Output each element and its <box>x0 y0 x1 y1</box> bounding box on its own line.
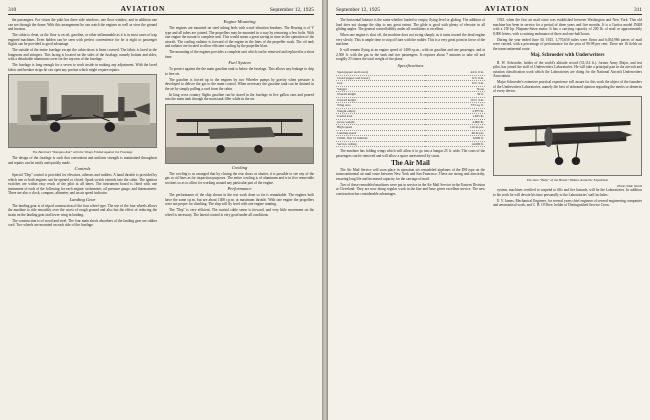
paragraph: The Air Mail Service will soon place in operation six remodeled airplanes of the DH type on the transcontinental air mail route between New York and San Francisco. These are strong and airworthy, ensuring long life and increased capacity for the carriage of mail. <box>336 167 485 181</box>
paragraph: Two of these remodeled machines were put in service in the Air Mail Service in the Eastern Division at Cleveland. They are now doing regular work in the line and have given excellent service. The new construction has considerable advantages. <box>336 182 485 196</box>
issue-date: September 12, 1925 <box>336 7 381 13</box>
magazine-title: AVIATION <box>120 4 166 13</box>
paragraph: E. V. James, Mechanical Engineer, for several years chief engineer of several engineering companies and aeronautical work, and C. B. O'Olive, holder of Distinguished Service Cross. <box>493 198 642 207</box>
paragraph: The performance of the ship shown in the test work done so far is remarkable. The engines both have the same r.p.m. but are about 1400 r.p.m. at maximum throttle. With one engine the propellers were not proper for climbing. The ship will fly level with one engine running. <box>165 193 314 206</box>
paragraph: The machine has folding wings which will allow it to go into a hangar 25 ft. wide. The costs of the passengers can be removed and will allow a space unrestricted by struts. <box>336 149 485 158</box>
paragraph: 1925, when the first air mail route was established between Washington and New York. This old machine has been in service for a period of three years and five months. It is a Curtiss model JN4H with a 150 hp. Hispano-Suiza motor. It has a carrying capacity of 200 lb. of mail or approximately 8,000 letters, with a cruising endurance of three and one-half hours. <box>493 18 642 36</box>
spec-label: Stagger <box>336 86 425 92</box>
spec-label: Weight empty <box>336 108 425 114</box>
paragraph: The fuselage is long enough for a seven to work inside in making any adjustment. With the laced fabric and breaker strips he can open any portion which might require repairs. <box>8 63 157 72</box>
section-heading: Fuel System <box>228 60 251 65</box>
left-column-2 <box>165 18 314 229</box>
paragraph: The engines are mounted on steel tubing beds with wood vibration breakers. The Bearing is of V type and all tubes are jointed. The propellers may be mounted in a way by removing a few bolts. With one engine the mount is complete unit. This would mean a great saving in time in the operation of the aircraft. The cooling radiator is forward of the engine in the lines of the propeller wash. The oil tank and radiator are located to allow efficient cooling by the propeller blast. <box>165 26 314 48</box>
paragraph: system, machines certified to suspend to fills and fire hazards, will be the Laboratories. In addition to his work he will devote his time personally to the Laboratories' staff includes: <box>493 188 642 197</box>
spec-value: 110 m.p.h. <box>425 125 485 131</box>
right-running-head <box>336 4 642 15</box>
spec-label: Chord (upper and lower) <box>336 75 425 81</box>
paragraph: It will remain flying at an engine speed of 1400 r.p.m., with on gasoline and one passenger, and at 2,500 ft. with the gas in the tank and two passengers. It requires about 7 minutes to take off and roughly 2½ times the total weight of the plane. <box>336 48 485 61</box>
spec-value: 10 ft. 3 in. <box>425 97 485 103</box>
spec-row <box>336 141 485 147</box>
right-column-1 <box>336 18 485 209</box>
spec-label: Service ceiling <box>336 141 425 147</box>
aircraft-photo-side-view <box>165 104 314 164</box>
paragraph: To protect against the the main gasoline tank is below the fuselage. This allows any leakage to drip to free air. <box>165 67 314 76</box>
spec-value: 6,000 ft. <box>425 136 485 142</box>
article-title: Maj. Schroeder with Underwriters <box>530 53 605 58</box>
right-page <box>328 0 650 420</box>
photo-caption: The Barnhart "Wampus-Kat" with the Wings Folded Against the Fuselage <box>32 150 133 154</box>
left-running-head <box>8 4 314 15</box>
spec-value: 14,000 ft. <box>425 141 485 147</box>
spec-value: 6 ft. 6 in. <box>425 75 485 81</box>
paragraph: The cowling is so arranged that by closing the rear doors or shutter, it is possible to see any of the gas or oil lines as for inspection purposes. The entire cowling is of aluminum and is in five removable sections so as to allow for working around any particular part of the engine. <box>165 171 314 185</box>
paragraph: R. W. Schroeder, holder of the world's altitude record (33,114 ft.), former Army Major, and test pilot, has joined the staff of Underwriters Laboratories. He will take a principal part in the aircraft and aviation classification work which the Laboratories are doing for the National Aircraft Underwriters Association. <box>493 60 642 78</box>
spec-value: 2,875 lb. <box>425 108 485 114</box>
specifications-table <box>336 70 485 147</box>
spec-label: Overall length <box>336 92 425 98</box>
paragraph: When one engine is shut off, the machine does not swing sharply as it turns toward the dead engine very slowly. This is ample time to stop off turn with the rudder. This is a very great point in favor of the machine. <box>336 33 485 46</box>
article-title: The Air Mail <box>391 159 430 167</box>
paragraph: In long cross country flights gasoline can be stored in the fuselage in five gallon cans and poured into the main tank through the main tank filler while in the air. <box>165 92 314 101</box>
spec-value: 4,800 lb. <box>425 119 485 125</box>
section-heading: Performance <box>227 186 252 191</box>
spec-label: Span (upper and lower) <box>336 70 425 75</box>
spec-value: None <box>425 86 485 92</box>
paragraph: During the year ended June 30, 1925, 1,770,650 miles were flown and 6,034,986 pieces of mail were carried, with a percentage of performance for the year of 96.98 per cent. There are 16 fields on the transcontinental route. <box>493 37 642 51</box>
spec-value: 6 ft. 3 in. <box>425 81 485 87</box>
section-heading: Controls <box>74 166 91 171</box>
page-number: 311 <box>633 7 642 13</box>
left-column-1 <box>8 18 157 229</box>
photo-caption: The Avro "Baby" of the Hubert Wilkins Antarctic Expedition <box>526 177 609 182</box>
spec-label: Overall height <box>336 97 425 103</box>
photo-credit: Photo Wide World <box>617 183 642 188</box>
magazine-title: AVIATION <box>484 4 530 13</box>
left-page <box>0 0 322 420</box>
spec-label: Climb, first 10 minutes <box>336 136 425 142</box>
spec-value: 44 ft. 0 in. <box>425 70 485 75</box>
avro-baby-photo <box>493 96 642 176</box>
spec-value: 1,925 lb. <box>425 114 485 120</box>
spec-label: High speed <box>336 125 425 131</box>
page-number: 310 <box>8 7 17 13</box>
paragraph: The "Dep" is very efficient. The control cable sense is forward, and very little movement on the wheel is necessary. The lateral control is very good under all conditions. <box>165 208 314 217</box>
spec-label: Useful load <box>336 114 425 120</box>
spec-label: Wing area <box>336 103 425 109</box>
paragraph: The outside of the entire fuselage except the cabin doors is linen covered. The fabric is laced to the longerons and stringers. This lacing is located on the sides of the fuselage, namely bottom and sides, with a detachable aluminum cover for the top rear of the fuselage. <box>8 48 157 61</box>
spec-value: 575 sq. ft. <box>425 103 485 109</box>
section-heading: Engine Mounting <box>223 19 256 24</box>
spec-value: 30 ft. <box>425 92 485 98</box>
paragraph: The landing gear is of tripod construction of the four wheel type. The use of the four wheels allows the machine to ride smoothly over the worst of rough ground and also has the effect of reducing the strain on the landing gear and lower wing in landing. <box>8 203 157 217</box>
page-gutter <box>322 0 328 420</box>
spec-value: 46 m.p.h. <box>425 130 485 136</box>
paragraph: The design of the fuselage is such that convenient and uniform strength is maintained throughout and repairs can be easily and quickly made. <box>8 156 157 165</box>
paragraph: The gasoline is forced up to the engines by two Wheeler pumps by gravity when pressure is developed to deliver the gas to the main control. When necessary the gasoline tank can be drained in the air by simply pulling a cord from the cabin. <box>165 77 314 91</box>
issue-date: September 12, 1925 <box>269 7 314 13</box>
paragraph: The mounting of the engines provides a complete unit which can be removed and replaced in a short time. <box>165 50 314 59</box>
section-heading: Specifications <box>397 62 424 68</box>
paragraph: Special "Dep" control is provided for elevators, ailerons and rudders. A hand throttle is provided by which one or both engines can be opened or closed. Spark switch extends into the cabin. The ignition switches are within easy reach of the pilot at all times. The instrument board is fitted with one instrument of each of the following for each engine: tachometer, oil pressure gauge, and thermometer. There are also a clock, compass, altimeter, and an air speed indicator. <box>8 173 157 195</box>
paragraph: The construction is of wood and steel. The four main shock absorbers of the landing gear are rubber cord. Two wheels are mounted on each side of the fuselage. <box>8 218 157 227</box>
spec-label: Gap <box>336 81 425 87</box>
paragraph: the passengers. For vision the pilot has three side windows, one floor window, and in addition one can see through the dome. With this arrangement he can watch the engines as well as view the ground and horizon. <box>8 18 157 31</box>
paragraph: The cabin is clean, as the floor is on oil, gasoline, or other inflammable as it is in most cases of trap engined machines. Even hidden can be seen with perfect convenience for he is eight or passenger flights can be provided to good advantage. <box>8 33 157 46</box>
section-heading: Cowling <box>231 164 248 170</box>
paragraph: The horizontal balance is the same whether loaded or empty, flying level or gliding. The addition of load does not change the ship to any great extent. The glide is good with plenty of elevator in all gliding angles. The general controllability under all conditions is excellent. <box>336 18 485 31</box>
spec-label: Landing speed <box>336 130 425 136</box>
aircraft-photo-folded-wings <box>8 74 157 148</box>
section-heading: Landing Gear <box>69 196 96 202</box>
spec-label: Gross weight <box>336 119 425 125</box>
paragraph: Major Schroeder's extensive practical experience will assure for this work the object of the founders of the Underwriters Laboratories, namely the best of informed opinion regarding the merits or demerits of every device. <box>493 80 642 93</box>
right-column-2 <box>493 18 642 209</box>
